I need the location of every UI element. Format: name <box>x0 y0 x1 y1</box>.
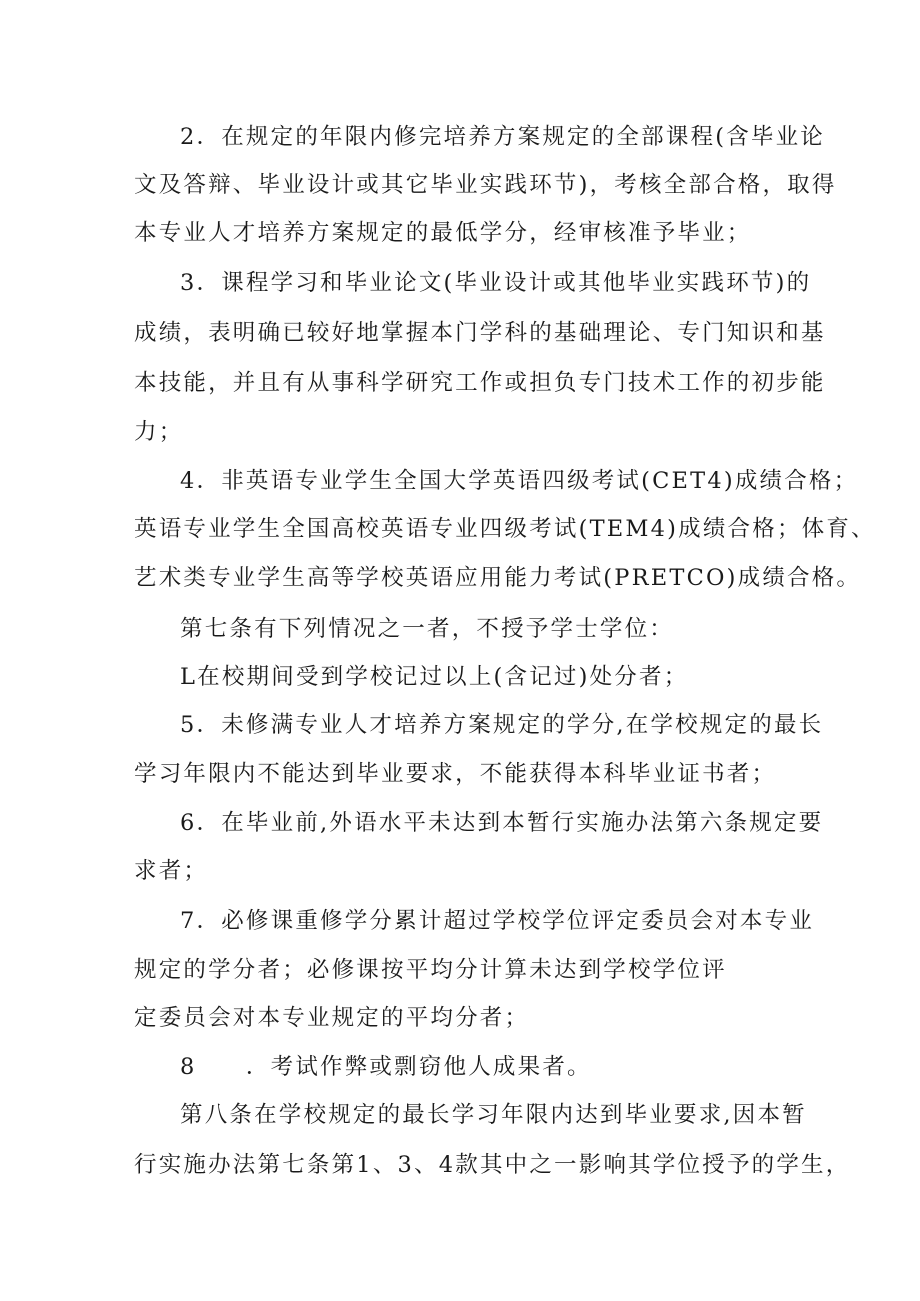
paragraph-line: 文及答辩、毕业设计或其它毕业实践环节)，考核全部合格，取得 <box>134 172 837 198</box>
paragraph-line: 求者； <box>134 858 209 884</box>
paragraph-line: 7．必修课重修学分累计超过学校学位评定委员会对本专业 <box>180 908 815 934</box>
paragraph-line: 2．在规定的年限内修完培养方案规定的全部课程(含毕业论 <box>180 124 825 150</box>
paragraph-line: 本专业人才培养方案规定的最低学分，经审核准予毕业； <box>134 220 752 246</box>
paragraph-line: 4．非英语专业学生全国大学英语四级考试(CET4)成绩合格； <box>180 468 859 494</box>
article-heading-line: 第八条在学校规定的最长学习年限内达到毕业要求,因本暂 <box>180 1102 807 1128</box>
paragraph-line: 力； <box>134 419 184 445</box>
paragraph-line: 本技能，并且有从事科学研究工作或担负专门技术工作的初步能 <box>134 370 826 396</box>
paragraph-line: 行实施办法第七条第1、3、4款其中之一影响其学位授予的学生， <box>134 1152 851 1178</box>
paragraph-line: 5．未修满专业人才培养方案规定的学分,在学校规定的最长 <box>180 712 824 738</box>
paragraph-line: 3．课程学习和毕业论文(毕业设计或其他毕业实践环节)的 <box>180 270 812 296</box>
paragraph-line: L在校期间受到学校记过以上(含记过)处分者； <box>180 664 689 690</box>
article-heading-line: 第七条有下列情况之一者，不授予学士学位： <box>180 616 675 642</box>
paragraph-line: 成绩，表明确已较好地掌握本门学科的基础理论、专门知识和基 <box>134 320 826 346</box>
paragraph-line: 学习年限内不能达到毕业要求，不能获得本科毕业证书者； <box>134 761 777 787</box>
paragraph-line: 6．在毕业前,外语水平未达到本暂行实施办法第六条规定要 <box>180 810 824 836</box>
paragraph-line: 艺术类专业学生高等学校英语应用能力考试(PRETCO)成绩合格。 <box>134 565 862 591</box>
paragraph-line: 8 ．考试作弊或剽窃他人成果者。 <box>180 1054 592 1080</box>
paragraph-line: 规定的学分者；必修课按平均分计算未达到学校学位评 <box>134 957 727 983</box>
paragraph-line: 英语专业学生全国高校英语专业四级考试(TEM4)成绩合格；体育、 <box>134 516 876 542</box>
paragraph-line: 定委员会对本专业规定的平均分者； <box>134 1005 530 1031</box>
